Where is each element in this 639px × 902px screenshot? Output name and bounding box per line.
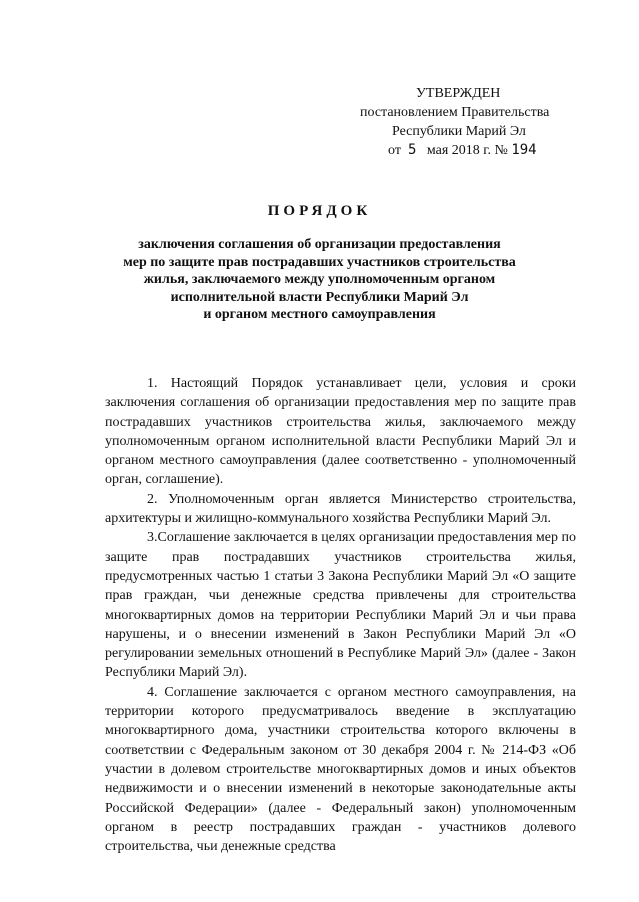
approval-stamp — [360, 84, 600, 160]
subtitle-line: и органом местного самоуправления — [203, 307, 436, 322]
paragraph-2: 2. Уполномоченным орган является Министерство строительства, архитектуры и жилищно-коммунального хозяйства Республики Марий Эл. — [105, 491, 576, 527]
date-rest: мая 2018 г. № — [426, 143, 508, 158]
paragraph-4: 4. Соглашение заключается с органом местного самоуправления, на территории которого предусматривалось введение в эксплуатацию многоквартирного дома, участники строительства которого включены в соответствии с Федеральным законом от 30 декабря 2004 г. № 214-ФЗ «Об участии в долевом строительстве многоквартирных домов и иных объектов недвижимости и о внесении изменений в некоторые законодательные акты Российской Федерации» (далее - Федеральный закон) уполномоченным органом в реестр пострадавших граждан - участников долевого строительства, чьи денежные средства — [105, 684, 576, 855]
subtitle-line: мер по защите прав пострадавших участников строительства — [123, 254, 516, 270]
subtitle-line: заключения соглашения об организации предоставления — [138, 237, 501, 252]
approval-heading: УТВЕРЖДЕН — [416, 86, 501, 101]
decree-number: 194 — [511, 142, 537, 158]
document-subtitle — [120, 236, 519, 324]
subtitle-line: жилья, заключаемого между уполномоченным органом — [143, 272, 496, 287]
paragraph-1: 1. Настоящий Порядок устанавливает цели, условия и сроки заключения соглашения об организации предоставления мер по защите прав пострадавших участников строительства жилья, заключаемого между уполномоченным органом исполнительной власти Республики Марий Эл и органом местного самоуправления (далее соответственно - уполномоченный орган, соглашение). — [105, 376, 576, 488]
subtitle-line: исполнительной власти Республики Марий Эл — [170, 289, 469, 305]
approval-date-line — [360, 141, 600, 160]
date-day: 5 — [407, 142, 417, 158]
date-prefix: от — [388, 143, 401, 158]
document-body — [105, 374, 576, 856]
approval-decree: постановлением Правительства — [360, 105, 550, 120]
approval-republic: Республики Марий Эл — [392, 124, 526, 139]
document-title: ПОРЯДОК — [267, 203, 372, 219]
paragraph-3: 3.Соглашение заключается в целях организации предоставления мер по защите прав пострадавших участников строительства жилья, предусмотренных частью 1 статьи 3 Закона Республики Марий Эл «О защите прав граждан, чьи денежные средства привлечены для строительства многоквартирных домов на территории Республики Марий Эл и чьи права нарушены, и о внесении изменений в Закон Республики Марий Эл «О регулировании земельных отношений в Республике Марий Эл» (далее - Закон Республики Марий Эл). — [105, 530, 576, 681]
